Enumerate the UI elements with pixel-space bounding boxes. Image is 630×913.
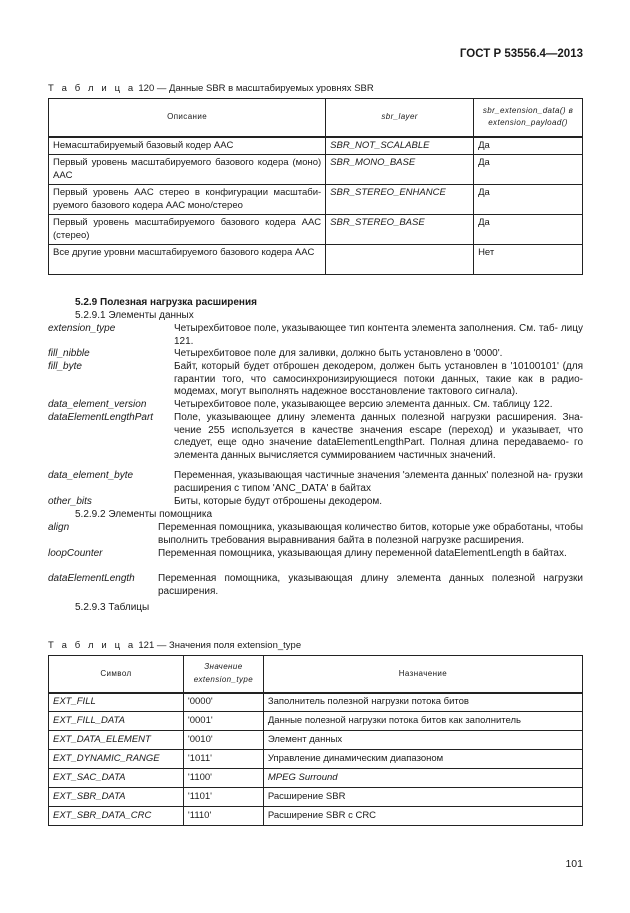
table-120-header-sbr-layer: sbr_layer [326,99,474,137]
table-120-caption-text: 120 — Данные SBR в масштабируемых уровнях SBR [138,83,374,94]
table-row [49,693,583,712]
table-121-header-value: Значение extension_type [183,656,263,693]
table-121-caption-text: 121 — Значения поля extension_type [138,640,302,651]
definition-term: data_element_byte [48,470,134,481]
table-cell-value: '1011' [183,750,263,769]
table-120-caption [48,83,374,94]
table-cell-value: '0010' [183,731,263,750]
subsection-helpers: 5.2.9.2 Элементы помощника [75,509,213,520]
table-cell-symbol: EXT_DYNAMIC_RANGE [49,750,184,769]
definition-term: extension_type [48,323,116,334]
table-row [49,215,583,245]
table-row [49,712,583,731]
table-cell-sbr-layer: SBR_MONO_BASE [326,155,474,185]
table-cell-purpose: Управление динамическим диапазоном [263,750,582,769]
definition-term: loopCounter [48,548,103,559]
section-title: 5.2.9 Полезная нагрузка расширения [75,297,257,308]
definition-text: Переменная, указывающая частичные значения 'элемента данных' полезной на- грузки расширения с типом 'ANC_DATA' в байтах [174,470,583,494]
subsection-data-elements: 5.2.9.1 Элементы данных [75,310,194,321]
definition-text: Четырехбитовое поле, указывающее тип контента элемента заполнения. См. таб- лицу 121. [174,323,583,347]
table-cell-sbr-layer: SBR_STEREO_ENHANCE [326,185,474,215]
definition-text: Четырехбитовое поле, указывающее версию элемента данных. См. таблицу 122. [174,399,553,410]
table-cell-value: '0000' [183,693,263,712]
definition-text: Поле, указывающее длину элемента данных полезной нагрузки расширения. Зна- чение 255 используется в качестве значения escape (переход) и указывает, что следует, еще одно значение dataElementLengthPart. Полная длина передаваемо- го элемента данных вычисляется суммированием частичных значений. [174,412,583,462]
table-cell-value: '0001' [183,712,263,731]
definition-text: Биты, которые будут отброшены декодером. [174,496,383,507]
table-cell-description: Первый уровень масштабируемого базового кодера AAC (стерео) [49,215,326,245]
table-cell-extension: Нет [474,245,583,275]
table-cell-symbol: EXT_SBR_DATA_CRC [49,807,184,826]
table-cell-purpose: Заполнитель полезной нагрузки потока битов [263,693,582,712]
table-120 [48,98,583,275]
table-cell-description: Немасштабируемый базовый кодер AAC [49,137,326,155]
table-cell-value: '1100' [183,769,263,788]
page-number: 101 [565,858,583,870]
definition-text: Переменная помощника, указывающая длину переменной dataElementLength в байтах. [158,548,567,559]
table-row [49,155,583,185]
table-cell-value: '1110' [183,807,263,826]
table-row [49,731,583,750]
definition-text: Переменная помощника, указывающая количество битов, которые уже обработаны, чтобы выполнить требования выравнивания байта в полезной нагрузке расширения. [158,522,584,546]
definition-term: dataElementLength [48,573,135,584]
table-cell-symbol: EXT_DATA_ELEMENT [49,731,184,750]
table-cell-symbol: EXT_SBR_DATA [49,788,184,807]
table-cell-sbr-layer [326,245,474,275]
table-row [49,750,583,769]
table-cell-sbr-layer: SBR_STEREO_BASE [326,215,474,245]
table-cell-extension: Да [474,137,583,155]
definition-text: Четырехбитовое поле для заливки, должно быть установлено в '0000'. [174,348,503,359]
table-121-caption [48,640,301,651]
table-121-header-symbol: Символ [49,656,184,693]
table-cell-purpose: Элемент данных [263,731,582,750]
table-row [49,185,583,215]
table-cell-description: Первый уровень масштабируемого базового кодера (моно) AAC [49,155,326,185]
table-cell-purpose: MPEG Surround [263,769,582,788]
table-cell-value: '1101' [183,788,263,807]
table-cell-extension: Да [474,155,583,185]
table-120-header-description: Описание [49,99,326,137]
definition-term: dataElementLengthPart [48,412,154,423]
table-cell-sbr-layer: SBR_NOT_SCALABLE [326,137,474,155]
table-cell-extension: Да [474,185,583,215]
table-cell-purpose: Расширение SBR [263,788,582,807]
table-row [49,807,583,826]
table-cell-symbol: EXT_SAC_DATA [49,769,184,788]
definition-text: Переменная помощника, указывающая длину элемента данных полезной нагрузки расширения. [158,573,583,597]
table-cell-symbol: EXT_FILL [49,693,184,712]
table-cell-purpose: Расширение SBR с CRC [263,807,582,826]
definition-term: other_bits [48,496,92,507]
table-cell-description: Все другие уровни масштабируемого базового кодера AAC [49,245,326,275]
table-cell-extension: Да [474,215,583,245]
document-header: ГОСТ Р 53556.4—2013 [459,48,583,60]
table-cell-purpose: Данные полезной нагрузки потока битов как заполнитель [263,712,582,731]
table-121-caption-prefix: Т а б л и ц а [48,640,136,651]
table-row [49,769,583,788]
table-cell-symbol: EXT_FILL_DATA [49,712,184,731]
definition-term: data_element_version [48,399,147,410]
definition-text: Байт, который будет отброшен декодером, должен быть установлен в '10100101' (для гарантии того, что самосинхронизирующиеся потоки данных, такие как в радио-модемах, могут выполнять надежное восстановление тактового сигнала). [174,361,583,398]
definition-term: fill_nibble [48,348,90,359]
table-120-caption-prefix: Т а б л и ц а [48,83,136,94]
table-121-header-purpose: Назначение [263,656,582,693]
table-row [49,137,583,155]
table-cell-description: Первый уровень AAC стерео в конфигурации масштаби-руемого базового кодера ААС моно/стерео [49,185,326,215]
table-121 [48,655,583,826]
table-row [49,245,583,275]
definition-term: align [48,522,70,533]
table-120-header-extension: sbr_extension_data() в extension_payload() [474,99,583,137]
definition-term: fill_byte [48,361,82,372]
subsection-tables: 5.2.9.3 Таблицы [75,602,150,613]
table-row [49,788,583,807]
